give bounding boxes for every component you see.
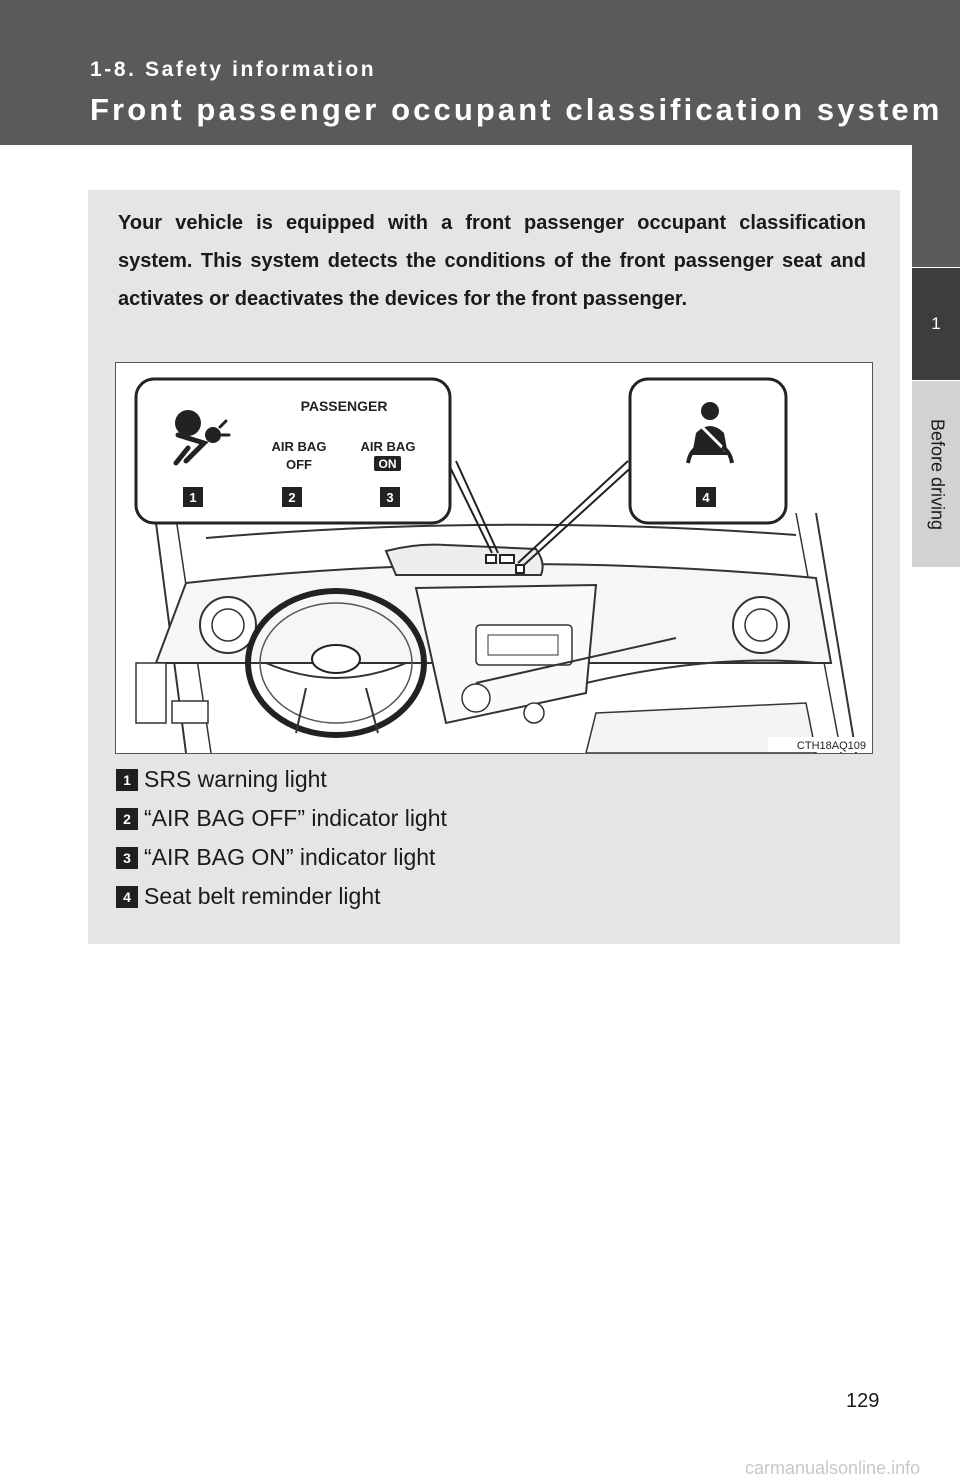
chapter-label bbox=[922, 385, 952, 565]
airbag-off-line1: AIR BAG bbox=[271, 439, 327, 454]
chapter-label-text: Before driving bbox=[927, 419, 948, 531]
legend-item bbox=[116, 799, 816, 838]
side-tab-top bbox=[912, 145, 960, 267]
page-number: 129 bbox=[846, 1390, 880, 1412]
legend-label: “AIR BAG OFF” indicator light bbox=[144, 805, 447, 831]
airbag-on-line2: ON bbox=[378, 457, 397, 471]
page-header bbox=[0, 0, 960, 145]
legend-label: Seat belt reminder light bbox=[144, 883, 381, 909]
section-label: 1-8. Safety information bbox=[90, 58, 377, 81]
passenger-heading: PASSENGER bbox=[300, 398, 388, 414]
callout-2: 2 bbox=[288, 490, 296, 505]
callout-1: 1 bbox=[189, 490, 197, 505]
legend-item bbox=[116, 760, 816, 799]
legend-item bbox=[116, 838, 816, 877]
legend-label: SRS warning light bbox=[144, 766, 327, 792]
intro-paragraph: Your vehicle is equipped with a front passenger occupant classification system. This system detects the conditions of the front passenger seat and activates or deactivates the devices for the front passenger. bbox=[118, 212, 866, 310]
legend-label: “AIR BAG ON” indicator light bbox=[144, 844, 436, 870]
watermark: carmanualsonline.info bbox=[745, 1458, 921, 1478]
legend-number: 2 bbox=[116, 808, 138, 830]
callout-4: 4 bbox=[702, 490, 710, 505]
legend-item bbox=[116, 877, 816, 916]
dashboard-figure bbox=[115, 362, 873, 754]
dashboard-illustration bbox=[116, 363, 872, 753]
legend-number: 1 bbox=[116, 769, 138, 791]
airbag-on-line1: AIR BAG bbox=[360, 439, 416, 454]
figure-code: CTH18AQ109 bbox=[796, 740, 866, 752]
airbag-off-line2: OFF bbox=[286, 457, 312, 472]
callout-3: 3 bbox=[386, 490, 394, 505]
legend-number: 4 bbox=[116, 886, 138, 908]
page-title: Front passenger occupant classification system bbox=[90, 92, 943, 127]
chapter-number: 1 bbox=[931, 314, 941, 333]
legend bbox=[116, 760, 816, 916]
chapter-tab bbox=[912, 268, 960, 380]
legend-number: 3 bbox=[116, 847, 138, 869]
